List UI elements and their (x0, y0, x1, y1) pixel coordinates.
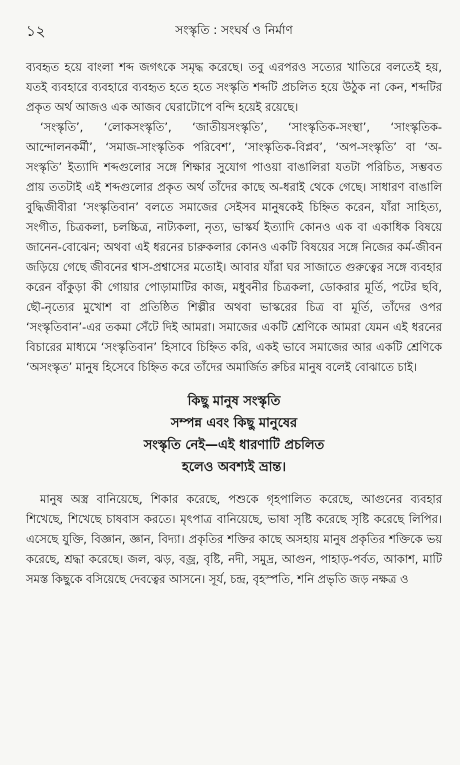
body-text (26, 57, 442, 377)
running-title: সংস্কৃতি : সংঘর্ষ ও নির্মাণ (175, 23, 293, 37)
paragraph: ব্যবহৃত হয়ে বাংলা শব্দ জগৎকে সমৃদ্ধ করেছে। তবু এরপরও সত্যের খাতিরে বলতেই হয়, যতই ব্যবহারে ব্যবহারে ব্যবহৃত হতে হতে সংস্কৃতি শব্দটি প্রচলিত হয়ে উঠুক না কেন, শব্দটির প্রকৃত অর্থ আজও এক আজব ঘেরাটোপে বন্দি হয়েই রয়েছে। (26, 60, 442, 114)
pull-quote-line: কিছু মানুষ সংস্কৃতি (187, 394, 281, 409)
pull-quote (26, 391, 442, 479)
page-header (26, 0, 442, 38)
page-number: ১২ (26, 22, 46, 40)
paragraph: ‘সংস্কৃতি’, ‘লোকসংস্কৃতি’, ‘জাতীয়সংস্কৃতি’, ‘সাংস্কৃতিক-সংস্থা’, ‘সাংস্কৃতিক-আন্দোলনকর্মী’, ‘সমাজ-সাংস্কৃতিক পরিবেশ’, ‘সাংস্কৃতিক-বিপ্লব’, ‘অপ-সংস্কৃতি’ বা ‘অ-সংস্কৃতি’ ইত্যাদি শব্দগুলোর সঙ্গে শিক্ষার সুযোগ পাওয়া বাঙালিরা যতটা পরিচিত, সম্ভবত প্রায় ততটাই এই শব্দগুলোর প্রকৃত অর্থ তাঁদের কাছে অ-ধরাই থেকে গেছে। সাধারণ বাঙালি বুদ্ধিজীবীরা ‘সংস্কৃতিবান’ বলতে সমাজের সেইসব মানুষকেই চিহ্নিত করেন, যাঁরা সাহিত্য, সংগীত, চিত্রকলা, চলচ্চিত্র, নাট্যকলা, নৃত্য, ভাস্কর্য ইত্যাদি কোনও এক বা একাধিক বিষয়ে জানেন-বোঝেন; অথবা এই ধরনের চারুকলার কোনও একটি বিষয়ের সঙ্গে নিজের কর্ম-জীবন জড়িয়ে গেছে জীবনের শ্বাস-প্রশ্বাসের মতোই। আবার যাঁরা ঘর সাজাতে গুরুত্বের সঙ্গে ব্যবহার করেন বাঁকুড়া কী গোয়ার পোড়ামাটির কাজ, মধুবনীর চিত্রকলা, ডোকরার মূর্তি, পটের ছবি, ছৌ-নৃত্যের মুখোশ বা প্রতিষ্ঠিত শিল্পীর অথবা ভাস্করের চিত্র বা মূর্তি, তাঁদের ওপর ‘সংস্কৃতিবান’-এর তকমা সেঁটে দিই আমরা। সমাজের একটি শ্রেণিকে আমরা যেমন এই ধরনের বিচারের মাধ্যমে ‘সংস্কৃতিবান’ হিসাবে চিহ্নিত করি, একই ভাবে সমাজের আর একটি শ্রেণিকে ‘অসংস্কৃত’ মানুষ হিসেবে চিহ্নিত করে তাঁদের অমার্জিত রুচির মানুষ বলেই বোঝাতে চাই। (26, 120, 442, 374)
paragraph: মানুষ অস্ত্র বানিয়েছে, শিকার করেছে, পশুকে গৃহপালিত করেছে, আগুনের ব্যবহার শিখেছে, শিখেছে চাষবাস করতে। মৃৎপাত্র বানিয়েছে, ভাষা সৃষ্টি করেছে সৃষ্টি করেছে লিপির। এসেছে যুক্তি, বিজ্ঞান, জ্ঞান, বিদ্যা। প্রকৃতির শক্তির কাছে অসহায় মানুষ প্রকৃতির শক্তিকে ভয় করেছে, শ্রদ্ধা করেছে। জল, ঝড়, বজ্র, বৃষ্টি, নদী, সমুদ্র, আগুন, পাহাড়-পর্বত, আকাশ, মাটি সমস্ত কিছুকে বসিয়েছে দেবত্বের আসনে। সূর্য, চন্দ্র, বৃহস্পতি, শনি প্রভৃতি জড় নক্ষত্র ও (26, 492, 442, 586)
body-text-continued (26, 489, 442, 589)
pull-quote-line: হলেও অবশ্যই ভ্রান্ত। (181, 460, 286, 475)
pull-quote-line: সম্পন্ন এবং কিছু মানুষের (170, 416, 298, 431)
pull-quote-line: সংস্কৃতি নেই—এই ধারণাটি প্রচলিত (143, 438, 325, 453)
